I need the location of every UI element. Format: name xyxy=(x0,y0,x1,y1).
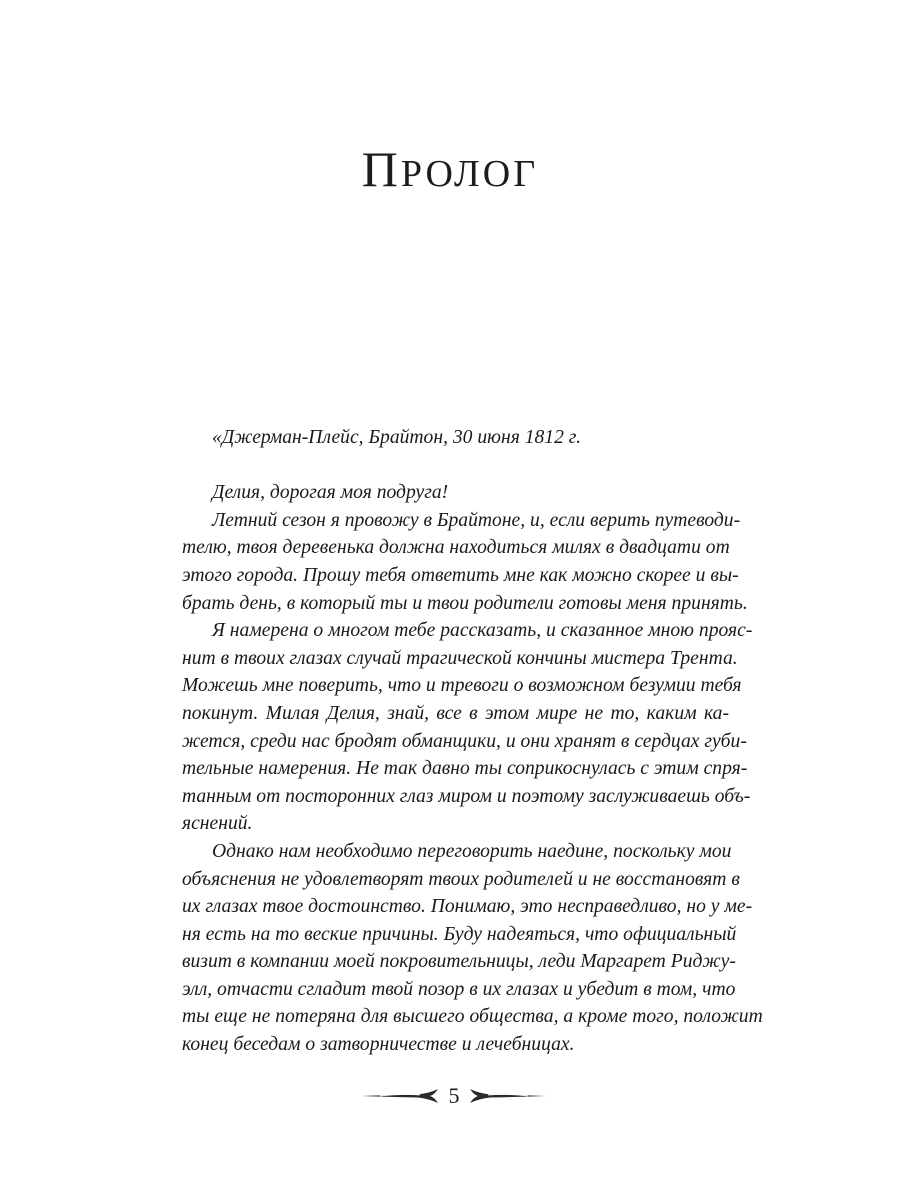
right-flourish-icon xyxy=(464,1081,548,1111)
letter-body xyxy=(182,424,763,1059)
chapter-title-initial: П xyxy=(361,141,401,197)
paragraph-2-line: Можешь мне поверить, что и тревоги о возможном безумии тебя xyxy=(182,675,742,697)
paragraph-3-line: ня есть на то веские причины. Буду надеяться, что официальный xyxy=(182,923,737,945)
paragraph-2-line: покинут. Милая Делия, знай, все в этом мире не то, каким ка- xyxy=(182,702,729,724)
paragraph-2-line: нит в твоих глазах случай трагической кончины мистера Трента. xyxy=(182,647,738,669)
page-number: 5 xyxy=(448,1083,460,1108)
paragraph-2-line: танным от посторонних глаз миром и поэтому заслуживаешь объ- xyxy=(182,785,751,807)
paragraph-1-line: телю, твоя деревенька должна находиться милях в двадцати от xyxy=(182,537,730,559)
paragraph-2-line: жется, среди нас бродят обманщики, и они хранят в сердцах губи- xyxy=(182,730,747,752)
paragraph-3-line: их глазах твое достоинство. Понимаю, это несправедливо, но у ме- xyxy=(182,896,753,918)
paragraph-2-line: тельные намерения. Не так давно ты соприкоснулась с этим спря- xyxy=(182,758,748,780)
paragraph-3-line: ты еще не потеряна для высшего общества, а кроме того, положит xyxy=(182,1006,763,1028)
paragraph-3-line: визит в компании моей покровительницы, леди Маргарет Риджу- xyxy=(182,951,736,973)
letter-salutation: Делия, дорогая моя подруга! xyxy=(212,482,449,504)
paragraph-3-line: Однако нам необходимо переговорить наедине, поскольку мои xyxy=(212,840,732,862)
left-flourish-icon xyxy=(360,1081,440,1111)
paragraph-2-line: Я намерена о многом тебе рассказать, и сказанное мною прояс- xyxy=(212,620,753,642)
page-footer xyxy=(0,1081,900,1111)
paragraph-1-line: Летний сезон я провожу в Брайтоне, и, если верить путеводи- xyxy=(212,509,741,531)
paragraph-3-line: элл, отчасти сгладит твой позор в их глазах и убедит в том, что xyxy=(182,978,736,1000)
paragraph-2-line: яснений. xyxy=(182,813,253,835)
paragraph-1-line: брать день, в который ты и твои родители готовы меня принять. xyxy=(182,592,748,614)
chapter-title xyxy=(0,140,900,198)
chapter-title-rest: РОЛОГ xyxy=(400,153,539,195)
paragraph-3-line: конец беседам о затворничестве и лечебницах. xyxy=(182,1034,575,1056)
spacer xyxy=(182,452,729,480)
paragraph-3-line: объяснения не удовлетворят твоих родителей и не восстановят в xyxy=(182,868,740,890)
letter-header: «Джерман-Плейс, Брайтон, 30 июня 1812 г. xyxy=(212,427,582,448)
paragraph-1-line: этого города. Прошу тебя ответить мне как можно скорее и вы- xyxy=(182,564,739,586)
